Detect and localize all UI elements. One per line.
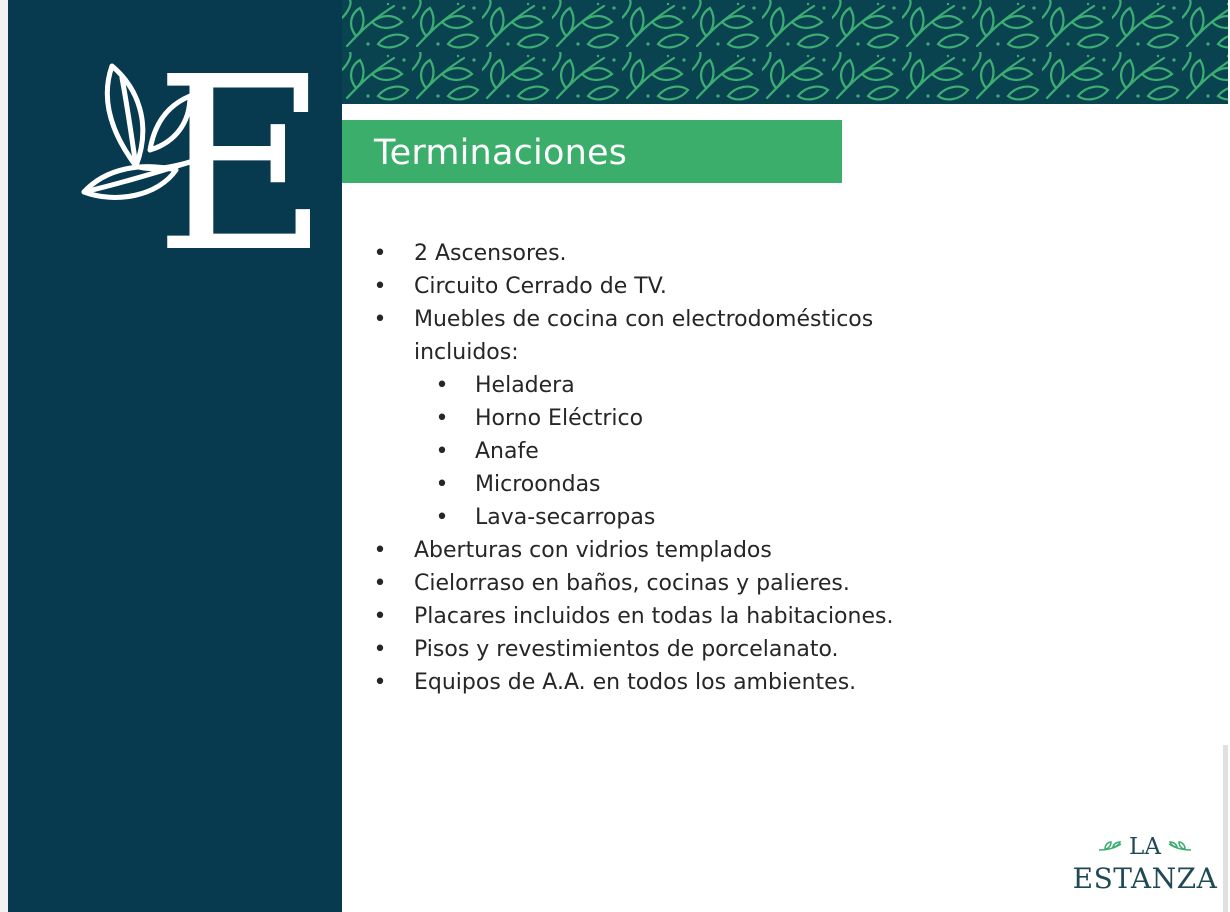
bullet-dot: • [373, 604, 387, 629]
sub-list-item [434, 435, 972, 468]
leaf-pattern [342, 0, 1228, 104]
list-item [372, 567, 972, 600]
bullet-list [372, 237, 972, 699]
sub-list-item-text: Heladera [475, 373, 575, 398]
list-item [372, 303, 972, 369]
slide-title: Terminaciones [374, 133, 628, 173]
scrollbar[interactable] [1223, 745, 1228, 912]
sidebar-panel [8, 0, 342, 912]
bullet-dot: • [373, 307, 387, 332]
bullet-dot: • [435, 505, 449, 530]
bullet-dot: • [373, 241, 387, 266]
leaf-sprig-icon [1167, 840, 1193, 854]
list-item-text: Pisos y revestimientos de porcelanato. [414, 637, 839, 662]
bullet-dot: • [435, 439, 449, 464]
list-item-text: Cielorraso en baños, cocinas y palieres. [414, 571, 850, 596]
bullet-dot: • [373, 571, 387, 596]
bullet-dot: • [373, 274, 387, 299]
title-banner [342, 120, 842, 183]
sub-list-item [434, 468, 972, 501]
list-item-text: Placares incluidos en todas la habitaciones. [414, 604, 894, 629]
logo-letter: E [154, 25, 330, 305]
bullet-dot: • [373, 670, 387, 695]
sub-list-item-text: Anafe [475, 439, 539, 464]
list-item-text: Equipos de A.A. en todos los ambientes. [414, 670, 857, 695]
brand-logo [1060, 828, 1230, 908]
bullet-dot: • [435, 472, 449, 497]
leaf-pattern-banner [342, 0, 1228, 104]
leaf-sprig-icon [1097, 840, 1123, 854]
list-item [372, 666, 972, 699]
list-item [372, 534, 972, 567]
sub-list-item [434, 501, 972, 534]
list-item-text: Aberturas con vidrios templados [414, 538, 772, 563]
list-item [372, 600, 972, 633]
bullet-dot: • [373, 538, 387, 563]
brand-line-2: ESTANZA [1072, 862, 1218, 895]
sub-list-item [434, 402, 972, 435]
sub-list-item-text: Horno Eléctrico [475, 406, 644, 431]
list-item-text: Muebles de cocina con electrodomésticos incluidos: [414, 307, 874, 365]
sub-list-item-text: Lava-secarropas [475, 505, 656, 530]
logo-e-icon [72, 25, 330, 305]
list-item [372, 237, 972, 270]
list-item-text: 2 Ascensores. [414, 241, 567, 266]
brand-line-1: LA [1129, 834, 1161, 860]
bullet-dot: • [373, 637, 387, 662]
list-item-text: Circuito Cerrado de TV. [414, 274, 667, 299]
list-item [372, 270, 972, 303]
bullet-dot: • [435, 373, 449, 398]
sub-list-item-text: Microondas [475, 472, 601, 497]
bullet-dot: • [435, 406, 449, 431]
sub-list-item [434, 369, 972, 402]
sub-list [372, 369, 972, 534]
window-edge [0, 0, 8, 912]
list-item [372, 633, 972, 666]
